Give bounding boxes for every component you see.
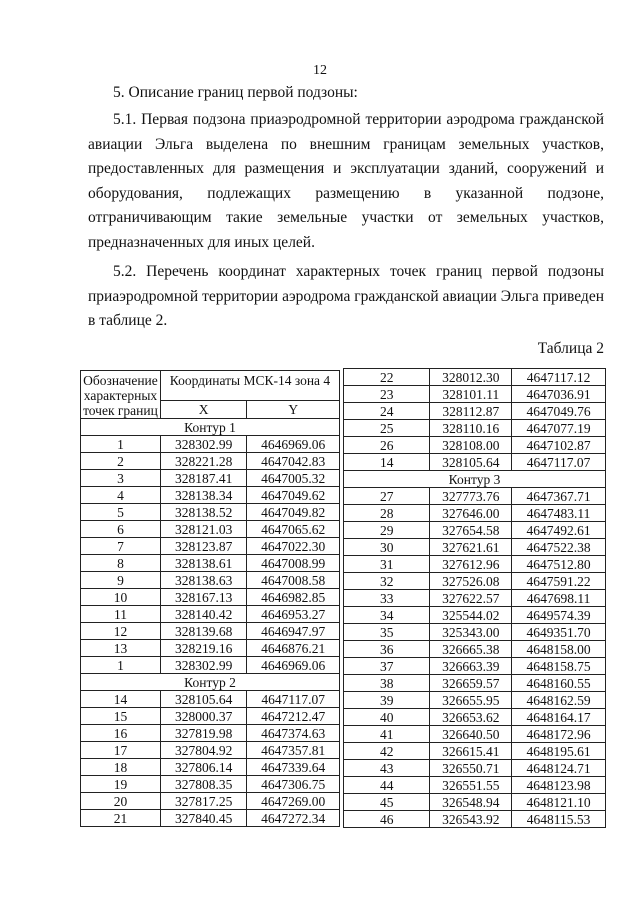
table-row (344, 437, 606, 454)
coord-x: 327806.14 (160, 759, 247, 776)
table-row (81, 589, 340, 606)
coord-y: 4646876.21 (247, 640, 340, 657)
point-id: 37 (344, 658, 430, 675)
coord-x: 327817.25 (160, 793, 247, 810)
coord-y: 4648121.10 (512, 794, 606, 811)
contour-row (344, 471, 606, 488)
point-id: 5 (81, 504, 161, 521)
coord-y: 4648124.71 (512, 760, 606, 777)
coord-x: 326663.39 (430, 658, 512, 675)
point-id: 32 (344, 573, 430, 590)
coord-y: 4647008.99 (247, 555, 340, 572)
coord-y: 4647339.64 (247, 759, 340, 776)
coord-x: 328138.61 (160, 555, 247, 572)
coord-y: 4647102.87 (512, 437, 606, 454)
table-row (81, 640, 340, 657)
coordinates-table-right (343, 368, 606, 828)
coord-x: 328187.41 (160, 470, 247, 487)
table-row (81, 691, 340, 708)
point-id: 19 (81, 776, 161, 793)
coord-y: 4647117.07 (247, 691, 340, 708)
table-row (344, 726, 606, 743)
coord-y: 4647117.07 (512, 454, 606, 471)
coord-x: 327773.76 (430, 488, 512, 505)
section-heading: 5. Описание границ первой подзоны: (113, 84, 358, 101)
point-id: 40 (344, 709, 430, 726)
coord-y: 4647117.12 (512, 369, 606, 386)
table-row (81, 538, 340, 555)
coord-x: 326615.41 (430, 743, 512, 760)
table-row (344, 658, 606, 675)
point-id: 20 (81, 793, 161, 810)
coord-x: 328167.13 (160, 589, 247, 606)
coord-y: 4647008.58 (247, 572, 340, 589)
table-row (81, 810, 340, 827)
point-id: 43 (344, 760, 430, 777)
table-row (344, 777, 606, 794)
coord-y: 4647522.38 (512, 539, 606, 556)
coord-y: 4647367.71 (512, 488, 606, 505)
coord-x: 326659.57 (430, 675, 512, 692)
table-row (344, 743, 606, 760)
contour-label: Контур 3 (344, 471, 606, 488)
point-id: 13 (81, 640, 161, 657)
coord-x: 326551.55 (430, 777, 512, 794)
coord-y: 4647591.22 (512, 573, 606, 590)
coord-y: 4648158.00 (512, 641, 606, 658)
coord-y: 4646953.27 (247, 606, 340, 623)
coord-y: 4648195.61 (512, 743, 606, 760)
point-id: 34 (344, 607, 430, 624)
point-id: 45 (344, 794, 430, 811)
point-id: 29 (344, 522, 430, 539)
header-point: Обозначение характерных точек границ (81, 371, 161, 419)
point-id: 35 (344, 624, 430, 641)
table-row (344, 794, 606, 811)
point-id: 22 (344, 369, 430, 386)
coord-y: 4647005.32 (247, 470, 340, 487)
table-row (81, 793, 340, 810)
coord-y: 4647042.83 (247, 453, 340, 470)
point-id: 28 (344, 505, 430, 522)
table-row (344, 692, 606, 709)
table-row (344, 556, 606, 573)
coord-y: 4647483.11 (512, 505, 606, 522)
coord-y: 4647269.00 (247, 793, 340, 810)
point-id: 25 (344, 420, 430, 437)
table-row (81, 521, 340, 538)
table-row (344, 573, 606, 590)
coord-x: 328302.99 (160, 657, 247, 674)
coord-x: 328302.99 (160, 436, 247, 453)
point-id: 27 (344, 488, 430, 505)
table-row (344, 420, 606, 437)
coord-y: 4647049.62 (247, 487, 340, 504)
coord-x: 327621.61 (430, 539, 512, 556)
paragraph-5-1: 5.1. Первая подзона приаэродромной территории аэродрома гражданской авиации Эльга выделена по внешним границам земельных участков, предоставленных для размещения и эксплуатации зданий, сооружений и оборудования, подлежащих размещению в указанной подзоне, отграничивающим такие земельные участки от земельных участков, предназначенных для иных целей. (88, 111, 604, 251)
table-row (344, 488, 606, 505)
point-id: 12 (81, 623, 161, 640)
coord-y: 4649574.39 (512, 607, 606, 624)
coord-x: 327646.00 (430, 505, 512, 522)
coord-y: 4648158.75 (512, 658, 606, 675)
coord-y: 4648172.96 (512, 726, 606, 743)
coord-x: 326640.50 (430, 726, 512, 743)
point-id: 18 (81, 759, 161, 776)
header-coords: Координаты МСК-14 зона 4 (160, 371, 339, 401)
point-id: 30 (344, 539, 430, 556)
point-id: 8 (81, 555, 161, 572)
point-id: 9 (81, 572, 161, 589)
coord-y: 4647492.61 (512, 522, 606, 539)
contour-row (81, 419, 340, 436)
coord-x: 328112.87 (430, 403, 512, 420)
table-row (344, 522, 606, 539)
point-id: 46 (344, 811, 430, 828)
coord-x: 328105.64 (160, 691, 247, 708)
table-row (81, 555, 340, 572)
coord-y: 4647036.91 (512, 386, 606, 403)
coord-x: 328108.00 (430, 437, 512, 454)
coord-x: 326653.62 (430, 709, 512, 726)
coord-y: 4648115.53 (512, 811, 606, 828)
point-id: 15 (81, 708, 161, 725)
table-row (344, 386, 606, 403)
coord-y: 4647512.80 (512, 556, 606, 573)
point-id: 23 (344, 386, 430, 403)
header-y: Y (247, 401, 340, 419)
coord-x: 327622.57 (430, 590, 512, 607)
point-id: 3 (81, 470, 161, 487)
table-row (344, 760, 606, 777)
point-id: 26 (344, 437, 430, 454)
coord-y: 4646969.06 (247, 436, 340, 453)
coord-y: 4647212.47 (247, 708, 340, 725)
table-row (344, 454, 606, 471)
table-row (81, 436, 340, 453)
coordinates-table-left (80, 370, 340, 827)
coord-x: 328138.52 (160, 504, 247, 521)
coord-x: 328000.37 (160, 708, 247, 725)
contour-label: Контур 2 (81, 674, 340, 691)
page-number: 12 (313, 63, 327, 78)
coord-y: 4648162.59 (512, 692, 606, 709)
point-id: 31 (344, 556, 430, 573)
point-id: 44 (344, 777, 430, 794)
point-id: 4 (81, 487, 161, 504)
table-row (344, 607, 606, 624)
point-id: 1 (81, 657, 161, 674)
coord-x: 328138.34 (160, 487, 247, 504)
point-id: 36 (344, 641, 430, 658)
coord-x: 327808.35 (160, 776, 247, 793)
table-row (81, 453, 340, 470)
coord-x: 328221.28 (160, 453, 247, 470)
coord-x: 328110.16 (430, 420, 512, 437)
point-id: 16 (81, 725, 161, 742)
coord-x: 328123.87 (160, 538, 247, 555)
coord-y: 4649351.70 (512, 624, 606, 641)
coord-x: 327819.98 (160, 725, 247, 742)
point-id: 14 (344, 454, 430, 471)
coord-y: 4647374.63 (247, 725, 340, 742)
table-row (81, 487, 340, 504)
coord-x: 326655.95 (430, 692, 512, 709)
table-row (344, 641, 606, 658)
table-row (344, 369, 606, 386)
point-id: 41 (344, 726, 430, 743)
point-id: 17 (81, 742, 161, 759)
coord-y: 4647022.30 (247, 538, 340, 555)
coord-x: 327612.96 (430, 556, 512, 573)
coord-x: 328138.63 (160, 572, 247, 589)
coord-x: 328121.03 (160, 521, 247, 538)
table-row (81, 623, 340, 640)
table-row (344, 709, 606, 726)
coord-x: 326548.94 (430, 794, 512, 811)
coord-x: 325343.00 (430, 624, 512, 641)
table-row (344, 403, 606, 420)
table-row (344, 811, 606, 828)
coord-x: 327804.92 (160, 742, 247, 759)
coord-x: 328140.42 (160, 606, 247, 623)
coord-x: 328139.68 (160, 623, 247, 640)
coord-y: 4647049.82 (247, 504, 340, 521)
coord-x: 326543.92 (430, 811, 512, 828)
coord-x: 327654.58 (430, 522, 512, 539)
coord-y: 4646947.97 (247, 623, 340, 640)
coord-x: 328101.11 (430, 386, 512, 403)
point-id: 39 (344, 692, 430, 709)
point-id: 1 (81, 436, 161, 453)
coord-y: 4648164.17 (512, 709, 606, 726)
table-row (81, 725, 340, 742)
point-id: 33 (344, 590, 430, 607)
coord-y: 4646982.85 (247, 589, 340, 606)
table-row (81, 776, 340, 793)
point-id: 11 (81, 606, 161, 623)
paragraph-5-2: 5.2. Перечень координат характерных точек границ первой подзоны приаэродромной территории аэродрома гражданской авиации Эльга приведен в таблице 2. (88, 263, 604, 330)
point-id: 6 (81, 521, 161, 538)
point-id: 2 (81, 453, 161, 470)
point-id: 42 (344, 743, 430, 760)
point-id: 24 (344, 403, 430, 420)
table-row (81, 504, 340, 521)
coord-y: 4646969.06 (247, 657, 340, 674)
coord-y: 4648160.55 (512, 675, 606, 692)
table-row (344, 539, 606, 556)
coord-y: 4647065.62 (247, 521, 340, 538)
coord-y: 4647306.75 (247, 776, 340, 793)
table-row (81, 742, 340, 759)
table-row (81, 470, 340, 487)
coord-y: 4647049.76 (512, 403, 606, 420)
point-id: 14 (81, 691, 161, 708)
coord-x: 326665.38 (430, 641, 512, 658)
coord-x: 327526.08 (430, 573, 512, 590)
coord-x: 328105.64 (430, 454, 512, 471)
point-id: 21 (81, 810, 161, 827)
point-id: 38 (344, 675, 430, 692)
coord-y: 4648123.98 (512, 777, 606, 794)
coord-x: 328219.16 (160, 640, 247, 657)
table-row (344, 675, 606, 692)
table-row (81, 606, 340, 623)
coord-y: 4647698.11 (512, 590, 606, 607)
contour-label: Контур 1 (81, 419, 340, 436)
table-row (344, 505, 606, 522)
contour-row (81, 674, 340, 691)
table-caption: Таблица 2 (537, 340, 604, 357)
coord-x: 326550.71 (430, 760, 512, 777)
table-row (81, 708, 340, 725)
coord-y: 4647272.34 (247, 810, 340, 827)
coord-x: 325544.02 (430, 607, 512, 624)
table-row (81, 572, 340, 589)
table-row (344, 624, 606, 641)
coord-x: 327840.45 (160, 810, 247, 827)
coord-x: 328012.30 (430, 369, 512, 386)
header-x: X (160, 401, 247, 419)
coord-y: 4647077.19 (512, 420, 606, 437)
point-id: 7 (81, 538, 161, 555)
point-id: 10 (81, 589, 161, 606)
table-row (344, 590, 606, 607)
table-row (81, 657, 340, 674)
table-row (81, 759, 340, 776)
coord-y: 4647357.81 (247, 742, 340, 759)
